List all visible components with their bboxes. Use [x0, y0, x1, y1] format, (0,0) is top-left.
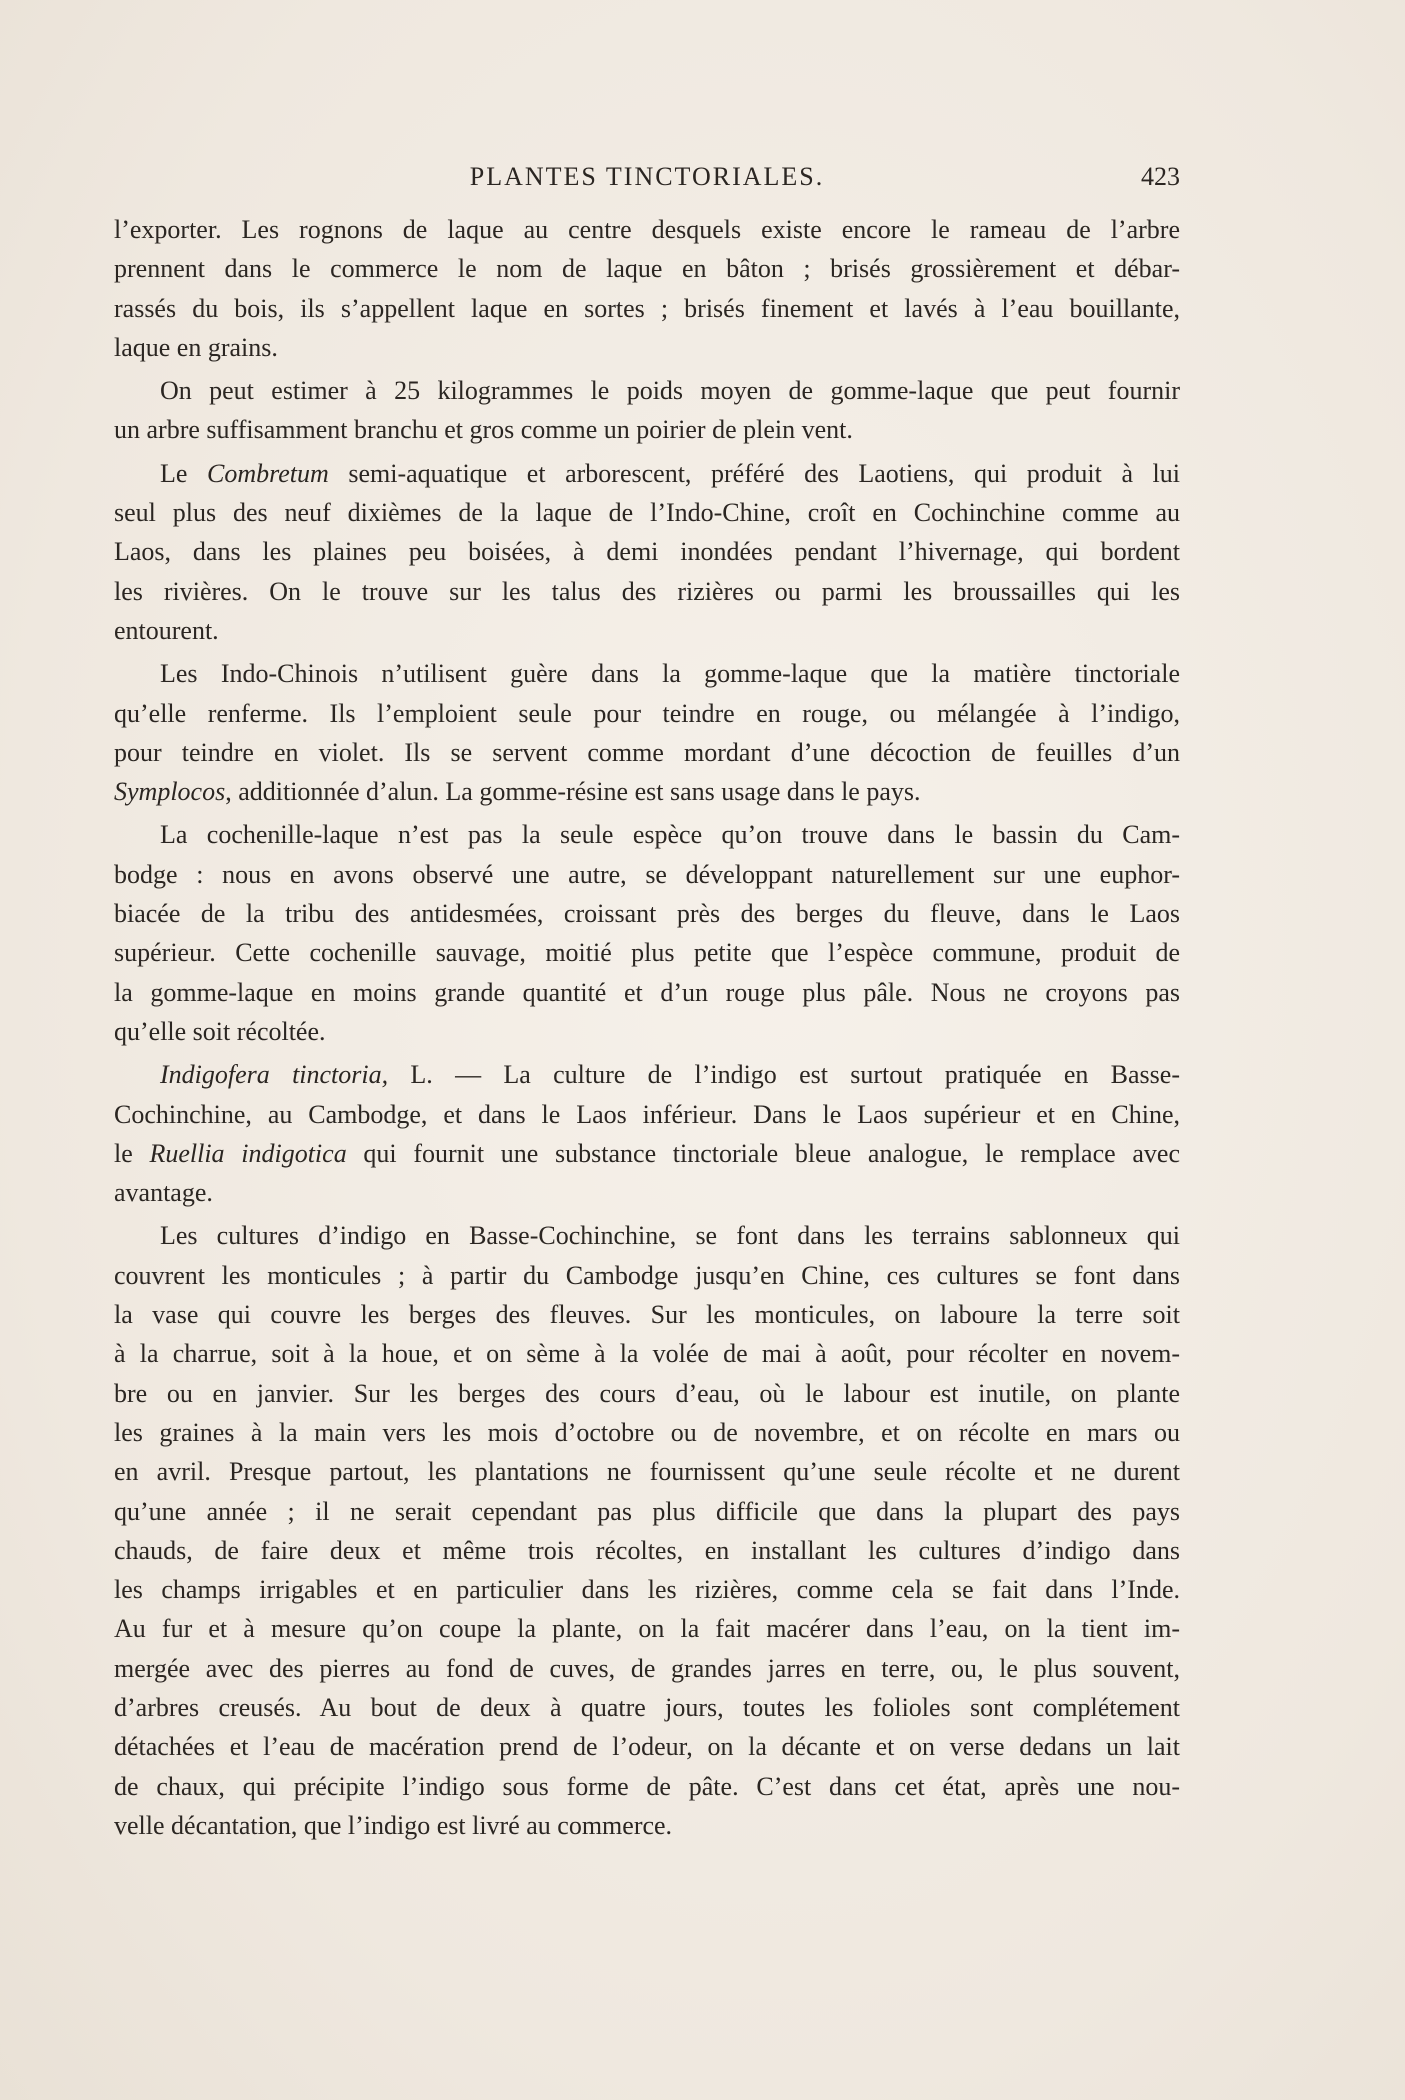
- body-text: [114, 210, 1180, 1849]
- text-segment: Les cultures d’indigo en Basse-Cochinchine, se font dans les terrains sablonneux qui: [160, 1221, 1180, 1251]
- text-segment: rassés du bois, ils s’appellent laque en sortes ; brisés finement et lavés à l’eau bouillante,: [114, 293, 1180, 323]
- paragraph: [114, 654, 1180, 811]
- text-segment: On peut estimer à 25 kilogrammes le poids moyen de gomme-laque que peut fournir: [160, 376, 1180, 406]
- text-line: [114, 1173, 1180, 1212]
- text-segment: qui fournit une substance tinctoriale bleue analogue, le remplace avec: [346, 1138, 1180, 1168]
- text-line: [114, 410, 1180, 449]
- text-line: [114, 1609, 1180, 1648]
- text-segment: Au fur et à mesure qu’on coupe la plante, on la fait macérer dans l’eau, on la tient im-: [114, 1614, 1180, 1644]
- text-line: [114, 572, 1180, 611]
- text-segment: l’exporter. Les rognons de laque au centre desquels existe encore le rameau de l’arbre: [114, 215, 1180, 244]
- paragraph: [114, 1216, 1180, 1845]
- text-segment: semi-aquatique et arborescent, préféré des Laotiens, qui produit à lui: [328, 458, 1181, 488]
- text-segment: le: [114, 1138, 150, 1168]
- text-line: [114, 289, 1180, 328]
- text-line: [114, 328, 1180, 367]
- text-line: [114, 611, 1180, 650]
- text-segment: couvrent les monticules ; à partir du Cambodge jusqu’en Chine, ces cultures se font dans: [114, 1260, 1180, 1290]
- text-segment: de chaux, qui précipite l’indigo sous forme de pâte. C’est dans cet état, après une nou-: [114, 1771, 1180, 1801]
- text-line: [114, 371, 1180, 410]
- text-segment: supérieur. Cette cochenille sauvage, moitié plus petite que l’espèce commune, produit de: [114, 938, 1180, 968]
- paragraph: [114, 815, 1180, 1051]
- text-segment: qu’elle renferme. Ils l’emploient seule pour teindre en rouge, ou mélangée à l’indigo,: [114, 698, 1180, 728]
- text-segment: La cochenille-laque n’est pas la seule espèce qu’on trouve dans le bassin du Cam-: [160, 820, 1180, 850]
- text-line: [114, 493, 1180, 532]
- text-segment: chauds, de faire deux et même trois récoltes, en installant les cultures d’indigo dans: [114, 1535, 1180, 1565]
- text-segment: les champs irrigables et en particulier dans les rizières, comme cela se fait dans l’Inde.: [114, 1575, 1180, 1605]
- text-segment: qu’elle soit récoltée.: [114, 1016, 326, 1046]
- text-line: [114, 210, 1180, 249]
- text-line: [114, 1334, 1180, 1373]
- text-line: [114, 1531, 1180, 1570]
- text-line: [114, 815, 1180, 854]
- paragraph: [114, 210, 1180, 367]
- text-line: [114, 1492, 1180, 1531]
- text-line: [114, 1452, 1180, 1491]
- text-line: [114, 973, 1180, 1012]
- text-segment: seul plus des neuf dixièmes de la laque de l’Indo-Chine, croît en Cochinchine comme au: [114, 498, 1180, 528]
- text-segment: prennent dans le commerce le nom de laque en bâton ; brisés grossièrement et débar-: [114, 254, 1180, 284]
- text-line: [114, 1727, 1180, 1766]
- text-line: [114, 1216, 1180, 1255]
- text-line: [114, 855, 1180, 894]
- text-segment: bodge : nous en avons observé une autre, se développant naturellement sur une euphor-: [114, 859, 1180, 889]
- text-line: [114, 1295, 1180, 1334]
- text-segment: Cochinchine, au Cambodge, et dans le Laos inférieur. Dans le Laos supérieur et en Chine,: [114, 1099, 1180, 1129]
- text-line: [114, 694, 1180, 733]
- text-line: [114, 1767, 1180, 1806]
- text-line: [114, 933, 1180, 972]
- text-segment: la vase qui couvre les berges des fleuves. Sur les monticules, on laboure la terre soit: [114, 1300, 1180, 1330]
- text-segment: velle décantation, que l’indigo est livré au commerce.: [114, 1810, 673, 1840]
- text-line: [114, 1688, 1180, 1727]
- text-line: [114, 1806, 1180, 1845]
- text-line: [114, 1055, 1180, 1094]
- text-line: [114, 654, 1180, 693]
- text-line: [114, 454, 1180, 493]
- text-segment: un arbre suffisamment branchu et gros comme un poirier de plein vent.: [114, 415, 853, 445]
- text-segment: bre ou en janvier. Sur les berges des cours d’eau, où le labour est inutile, on plante: [114, 1378, 1180, 1408]
- text-segment: Laos, dans les plaines peu boisées, à demi inondées pendant l’hivernage, qui bordent: [114, 537, 1180, 567]
- paragraph: [114, 371, 1180, 450]
- text-segment: Les Indo-Chinois n’utilisent guère dans la gomme-laque que la matière tinctoriale: [160, 659, 1180, 689]
- text-segment: détachées et l’eau de macération prend de l’odeur, on la décante et on verse dedans un lait: [114, 1732, 1180, 1762]
- text-segment: en avril. Presque partout, les plantations ne fournissent qu’une seule récolte et ne durent: [114, 1457, 1180, 1487]
- text-line: [114, 733, 1180, 772]
- text-segment: , additionnée d’alun. La gomme-résine est sans usage dans le pays.: [225, 777, 921, 807]
- italic-taxon-name: Combretum: [207, 458, 329, 488]
- italic-taxon-name: Symplocos: [114, 777, 226, 807]
- text-line: [114, 894, 1180, 933]
- text-segment: d’arbres creusés. Au bout de deux à quatre jours, toutes les folioles sont complétement: [114, 1692, 1180, 1722]
- text-segment: les graines à la main vers les mois d’octobre ou de novembre, et on récolte en mars ou: [114, 1417, 1180, 1447]
- text-segment: pour teindre en violet. Ils se servent comme mordant d’une décoction de feuilles d’un: [114, 737, 1180, 767]
- text-segment: biacée de la tribu des antidesmées, croissant près des berges du fleuve, dans le Laos: [114, 899, 1180, 929]
- text-segment: qu’une année ; il ne serait cependant pas plus difficile que dans la plupart des pays: [114, 1496, 1180, 1526]
- text-segment: la gomme-laque en moins grande quantité et d’un rouge plus pâle. Nous ne croyons pas: [114, 977, 1180, 1007]
- page-number: 423: [1141, 162, 1180, 191]
- text-segment: mergée avec des pierres au fond de cuves, de grandes jarres en terre, ou, le plus souvent,: [114, 1653, 1180, 1683]
- italic-taxon-name: Indigofera tinctoria,: [160, 1060, 389, 1090]
- text-segment: à la charrue, soit à la houe, et on sème à la volée de mai à août, pour récolter en novem-: [114, 1339, 1180, 1369]
- text-line: [114, 1256, 1180, 1295]
- text-line: [114, 1095, 1180, 1134]
- text-line: [114, 532, 1180, 571]
- paragraph: [114, 1055, 1180, 1212]
- text-segment: entourent.: [114, 615, 219, 645]
- text-segment: avantage.: [114, 1178, 213, 1208]
- text-segment: laque en grains.: [114, 332, 278, 362]
- text-line: [114, 1012, 1180, 1051]
- text-segment: L. — La culture de l’indigo est surtout pratiquée en Basse-: [388, 1060, 1180, 1090]
- text-line: [114, 1570, 1180, 1609]
- italic-taxon-name: Ruellia indigotica: [149, 1138, 347, 1168]
- text-segment: les rivières. On le trouve sur les talus des rizières ou parmi les broussailles qui les: [114, 576, 1180, 606]
- running-head: [114, 162, 1180, 198]
- text-line: [114, 1413, 1180, 1452]
- text-line: [114, 1649, 1180, 1688]
- paragraph: [114, 454, 1180, 650]
- text-line: [114, 1134, 1180, 1173]
- running-title: PLANTES TINCTORIALES.: [469, 162, 825, 191]
- text-line: [114, 1374, 1180, 1413]
- text-segment: Le: [160, 458, 207, 488]
- text-line: [114, 249, 1180, 288]
- text-line: [114, 772, 1180, 811]
